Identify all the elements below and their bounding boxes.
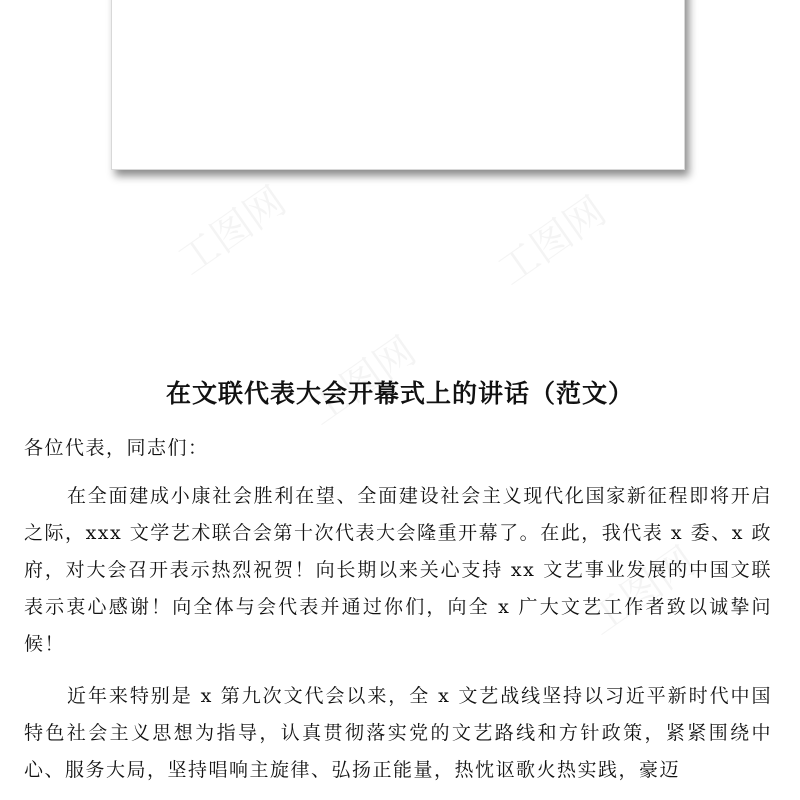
- paragraph-1: 在全面建成小康社会胜利在望、全面建设社会主义现代化国家新征程即将开启之际，xxx 文学艺术联合会第十次代表大会隆重开幕了。在此，我代表 x 委、x 政府，对大会召开表示热烈祝贺！向长期以来关心支持 xx 文艺事业发展的中国文联表示衷心感谢！向全体与会代表并通过你们，向全 x 广大文艺工作者致以诚挚问候！: [24, 485, 772, 655]
- paragraph-2: 近年来特别是 x 第九次文代会以来，全 x 文艺战线坚持以习近平新时代中国特色社会主义思想为指导，认真贯彻落实党的文艺路线和方针政策，紧紧围绕中心、服务大局，坚持唱响主旋律、弘扬正能量，热忱讴歌火热实践，豪迈: [24, 685, 772, 781]
- watermark-1: [165, 171, 296, 287]
- salutation: 各位代表，同志们：: [24, 437, 209, 459]
- watermark-2: [485, 181, 616, 297]
- document-title: 在文联代表大会开幕式上的讲话（范文）: [165, 379, 634, 408]
- previous-page-sheet: [111, 0, 685, 170]
